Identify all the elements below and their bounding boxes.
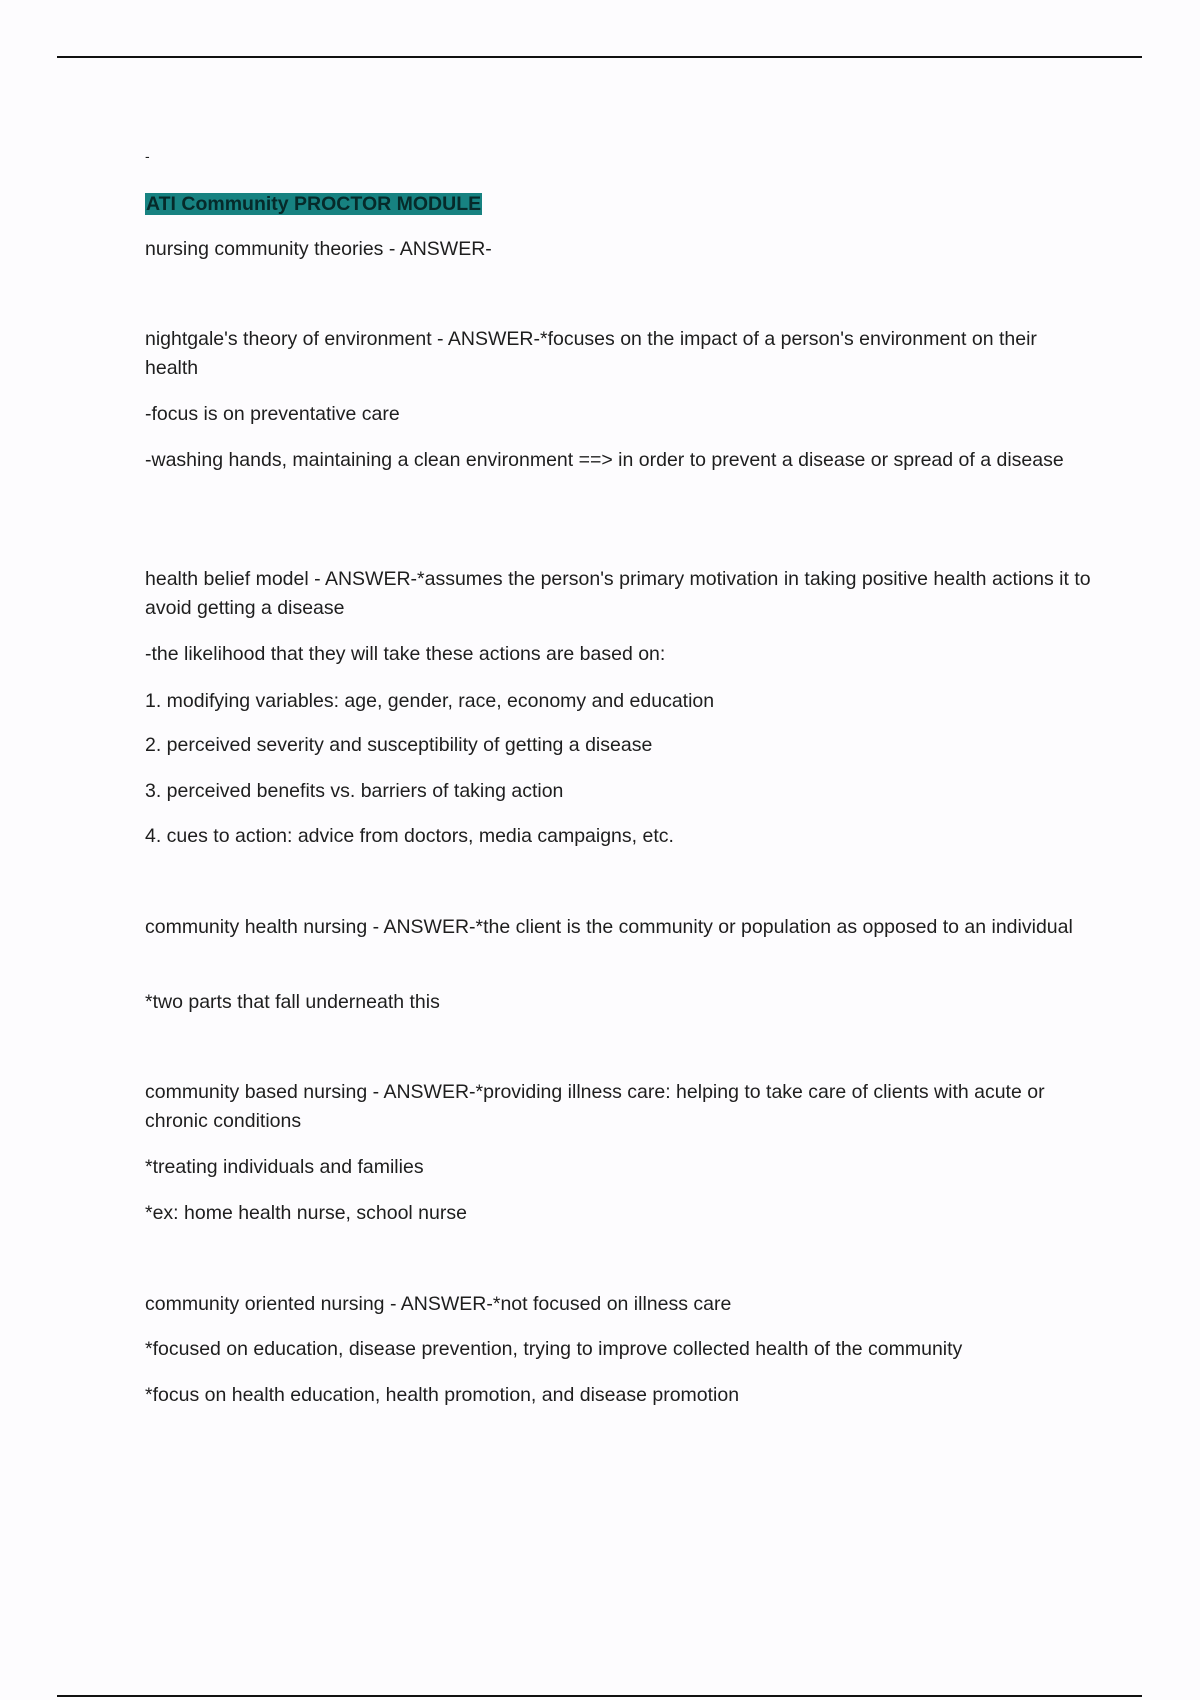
paragraph: community oriented nursing - ANSWER-*not focused on illness care bbox=[145, 1293, 732, 1315]
paragraph: community health nursing - ANSWER-*the client is the community or population as opposed to an individual bbox=[145, 916, 1073, 938]
paragraph: *treating individuals and families bbox=[145, 1156, 424, 1178]
paragraph: *two parts that fall underneath this bbox=[145, 991, 440, 1013]
header-rule bbox=[57, 56, 1142, 58]
footer-rule bbox=[57, 1695, 1142, 1697]
list-item: 2. perceived severity and susceptibility of getting a disease bbox=[145, 734, 653, 756]
list-item: 1. modifying variables: age, gender, race, economy and education bbox=[145, 690, 715, 712]
paragraph: health belief model - ANSWER-*assumes the person's primary motivation in taking positive health actions it to avoid getting a disease bbox=[145, 568, 1091, 619]
list-item: 4. cues to action: advice from doctors, media campaigns, etc. bbox=[145, 825, 674, 847]
lead-mark: - bbox=[145, 148, 150, 164]
paragraph: -focus is on preventative care bbox=[145, 403, 400, 425]
paragraph: *focused on education, disease prevention, trying to improve collected health of the community bbox=[145, 1338, 963, 1360]
paragraph: community based nursing - ANSWER-*providing illness care: helping to take care of clients with acute or chronic conditions bbox=[145, 1081, 1045, 1132]
paragraph: *ex: home health nurse, school nurse bbox=[145, 1202, 467, 1224]
section-heading: nursing community theories - ANSWER- bbox=[145, 238, 492, 260]
paragraph: -washing hands, maintaining a clean environment ==> in order to prevent a disease or spread of a disease bbox=[145, 449, 1064, 471]
document-title: ATI Community PROCTOR MODULE bbox=[146, 193, 482, 215]
paragraph: nightgale's theory of environment - ANSWER-*focuses on the impact of a person's environment on their health bbox=[145, 328, 1037, 379]
list-item: 3. perceived benefits vs. barriers of taking action bbox=[145, 780, 564, 802]
paragraph: -the likelihood that they will take these actions are based on: bbox=[145, 643, 666, 665]
paragraph: *focus on health education, health promotion, and disease promotion bbox=[145, 1384, 740, 1406]
document-title-row bbox=[145, 190, 1095, 219]
